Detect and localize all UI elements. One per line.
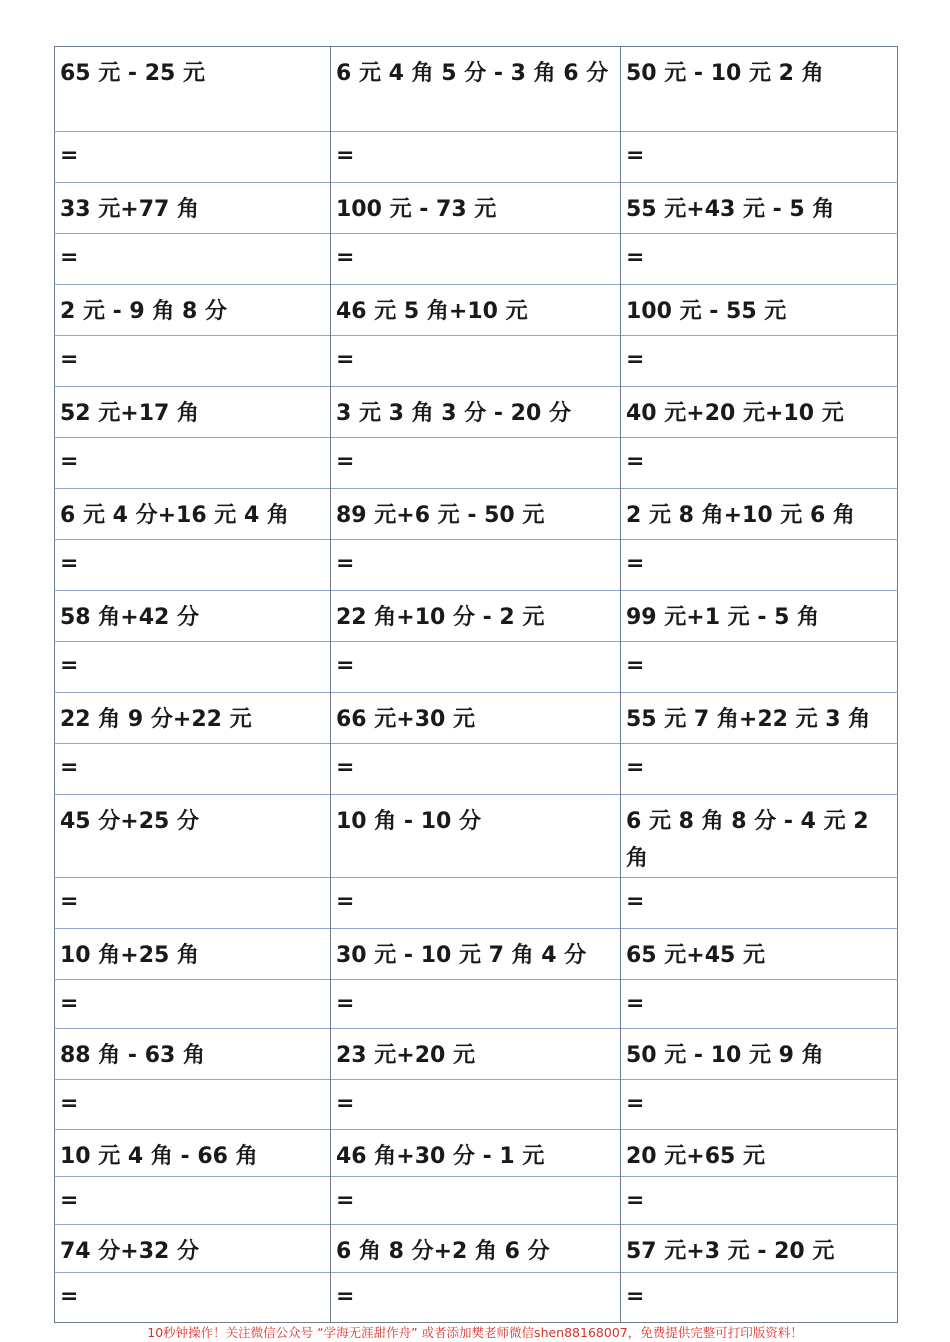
problem-row <box>55 1225 898 1273</box>
problem-cell: 52 元+17 角 <box>55 387 331 438</box>
answer-cell[interactable]: = <box>55 132 331 183</box>
answer-cell[interactable]: = <box>621 1177 898 1225</box>
answer-row <box>55 744 898 795</box>
problem-cell: 22 角 9 分+22 元 <box>55 693 331 744</box>
answer-cell[interactable]: = <box>331 1080 621 1130</box>
problem-cell: 65 元 - 25 元 <box>60 61 205 86</box>
problem-row <box>55 387 898 438</box>
problem-row <box>55 795 898 878</box>
problem-cell: 40 元+20 元+10 元 <box>621 387 898 438</box>
problem-cell: 100 元 - 55 元 <box>621 285 898 336</box>
answer-row <box>55 878 898 929</box>
answer-cell[interactable]: = <box>55 438 331 489</box>
problem-row <box>55 693 898 744</box>
problem-cell: 65 元+45 元 <box>621 929 898 980</box>
problem-cell: 2 元 - 9 角 8 分 <box>55 285 331 336</box>
answer-cell[interactable]: = <box>331 1273 621 1323</box>
answer-cell[interactable]: = <box>331 234 621 285</box>
problem-cell: 55 元+43 元 - 5 角 <box>621 183 898 234</box>
answer-cell[interactable]: = <box>331 1177 621 1225</box>
problem-cell: 6 角 8 分+2 角 6 分 <box>331 1225 621 1273</box>
answer-cell[interactable]: = <box>621 234 898 285</box>
answer-cell[interactable]: = <box>621 336 898 387</box>
problem-cell: 10 元 4 角 - 66 角 <box>55 1130 331 1177</box>
answer-cell[interactable]: = <box>621 980 898 1029</box>
problem-cell: 66 元+30 元 <box>331 693 621 744</box>
problem-cell: 50 元 - 10 元 2 角 <box>621 47 898 132</box>
problem-cell: 88 角 - 63 角 <box>55 1029 331 1080</box>
problem-cell: 10 角+25 角 <box>55 929 331 980</box>
problem-row <box>55 591 898 642</box>
problem-cell: 74 分+32 分 <box>55 1225 331 1273</box>
problem-cell: 22 角+10 分 - 2 元 <box>331 591 621 642</box>
answer-cell[interactable]: = <box>331 980 621 1029</box>
problem-cell: 33 元+77 角 <box>55 183 331 234</box>
answer-cell[interactable]: = <box>621 878 898 929</box>
problem-row <box>55 929 898 980</box>
problem-row <box>55 1029 898 1080</box>
answer-row <box>55 1177 898 1225</box>
problem-row <box>55 489 898 540</box>
problem-cell: 45 分+25 分 <box>55 795 331 878</box>
problem-cell: 10 角 - 10 分 <box>331 795 621 878</box>
answer-cell[interactable]: = <box>331 642 621 693</box>
answer-cell[interactable]: = <box>55 336 331 387</box>
answer-row <box>55 642 898 693</box>
answer-cell[interactable]: = <box>55 1273 331 1323</box>
problem-cell: 99 元+1 元 - 5 角 <box>621 591 898 642</box>
problem-cell: 23 元+20 元 <box>331 1029 621 1080</box>
worksheet-table <box>54 46 898 1323</box>
problem-cell: 6 元 4 角 5 分 - 3 角 6 分 <box>331 47 621 132</box>
problem-row <box>55 183 898 234</box>
problem-cell: 58 角+42 分 <box>55 591 331 642</box>
problem-cell: 2 元 8 角+10 元 6 角 <box>621 489 898 540</box>
problem-cell: 3 元 3 角 3 分 - 20 分 <box>331 387 621 438</box>
answer-cell[interactable]: = <box>55 744 331 795</box>
problem-cell: 6 元 8 角 8 分 - 4 元 2 角 <box>621 795 898 878</box>
answer-row <box>55 234 898 285</box>
promo-footer: 10秒钟操作！关注微信公众号 “学海无涯甜作舟” 或者添加樊老师微信shen88168007，免费提供完整可打印版资料！ <box>147 1325 803 1340</box>
answer-cell[interactable]: = <box>621 642 898 693</box>
problem-row <box>55 47 898 132</box>
answer-cell[interactable]: = <box>621 540 898 591</box>
problem-cell: 55 元 7 角+22 元 3 角 <box>621 693 898 744</box>
answer-cell[interactable]: = <box>55 234 331 285</box>
answer-row <box>55 336 898 387</box>
answer-cell[interactable]: = <box>621 438 898 489</box>
problem-cell: 6 元 4 分+16 元 4 角 <box>55 489 331 540</box>
answer-row <box>55 1273 898 1323</box>
answer-cell[interactable]: = <box>621 132 898 183</box>
answer-cell[interactable]: = <box>621 1273 898 1323</box>
problem-cell: 46 元 5 角+10 元 <box>331 285 621 336</box>
problem-row <box>55 285 898 336</box>
answer-cell[interactable]: = <box>331 878 621 929</box>
problem-cell: 20 元+65 元 <box>621 1130 898 1177</box>
problem-row <box>55 1130 898 1177</box>
answer-cell[interactable]: = <box>331 540 621 591</box>
problem-cell: 46 角+30 分 - 1 元 <box>331 1130 621 1177</box>
answer-cell[interactable]: = <box>331 132 621 183</box>
answer-cell[interactable]: = <box>55 642 331 693</box>
answer-cell[interactable]: = <box>55 1080 331 1130</box>
problem-cell: 100 元 - 73 元 <box>331 183 621 234</box>
answer-cell[interactable]: = <box>331 744 621 795</box>
answer-cell[interactable]: = <box>55 878 331 929</box>
answer-row <box>55 438 898 489</box>
answer-row <box>55 980 898 1029</box>
problem-cell: 89 元+6 元 - 50 元 <box>331 489 621 540</box>
problem-cell: 30 元 - 10 元 7 角 4 分 <box>331 929 621 980</box>
answer-row <box>55 132 898 183</box>
answer-cell[interactable]: = <box>621 1080 898 1130</box>
answer-cell[interactable]: = <box>55 980 331 1029</box>
problem-cell: 50 元 - 10 元 9 角 <box>621 1029 898 1080</box>
answer-cell[interactable]: = <box>55 540 331 591</box>
answer-row <box>55 540 898 591</box>
answer-cell[interactable]: = <box>55 1177 331 1225</box>
answer-cell[interactable]: = <box>331 438 621 489</box>
answer-row <box>55 1080 898 1130</box>
problem-cell: 57 元+3 元 - 20 元 <box>621 1225 898 1273</box>
answer-cell[interactable]: = <box>331 336 621 387</box>
answer-cell[interactable]: = <box>621 744 898 795</box>
